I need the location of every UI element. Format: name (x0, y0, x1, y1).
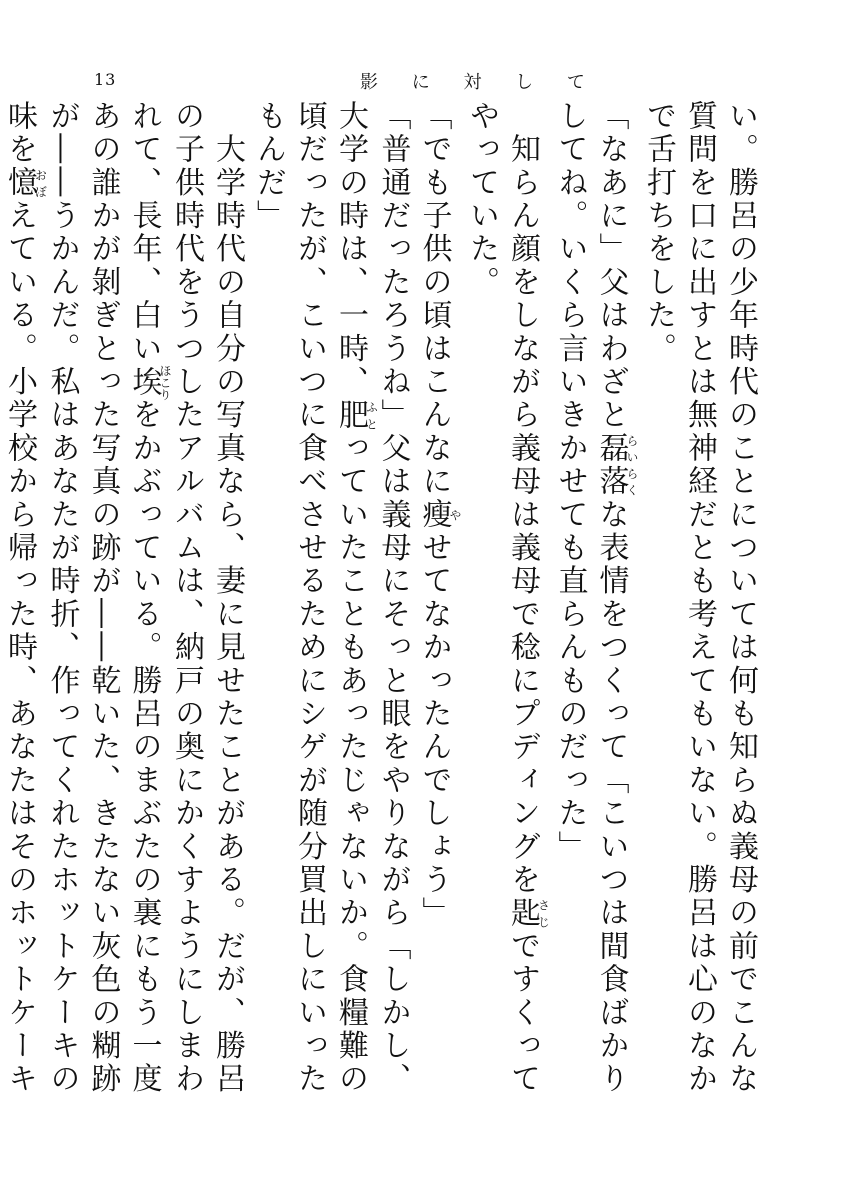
page-number: 13 (94, 70, 117, 89)
ruby-word (126, 364, 172, 401)
text-run: っていたこともあったじゃないか。食糧難の頃だったが、こいつに食べさせるためにシゲが随分買出しにいったもんだ」 (251, 100, 368, 1097)
ruby-base: 匙 (505, 896, 540, 931)
text-run: 大学時代の自分の写真なら、妻に見せたことがある。だが、勝呂の子供時代をうつしたアルバムは、納戸の奥にかくすようにしまわれて、長年、白い (126, 100, 245, 1096)
paragraph (414, 100, 462, 1120)
ruby-reading: や (448, 498, 462, 532)
ruby-base: 埃 (126, 364, 162, 401)
ruby-reading: おぼ (33, 166, 48, 200)
text-run: な表情をつくって「こいつは間食ばかりしてね。いくら言いきかせても直らんものだった」 (552, 100, 629, 1097)
text-run: 「でも子供の頃はこんなに (416, 100, 452, 499)
text-run: 知らん顔をしながら義母は義母で稔にプディングを (505, 100, 540, 897)
ruby-word (416, 498, 462, 532)
ruby-base: 憶 (2, 166, 37, 200)
text-run: せてなかったんでしょう」 (416, 531, 452, 931)
ruby-base: 磊落 (593, 432, 629, 499)
ruby-word (333, 398, 379, 433)
ruby-reading: さじ (536, 896, 551, 931)
text-run: 「普通だったろうね」父は義母にそっと眼をやりながら「しかし、大学の時は、一時、 (333, 100, 411, 1096)
ruby-base: 瘦 (416, 498, 452, 532)
ruby-base: 肥 (333, 398, 368, 433)
paragraph (248, 100, 414, 1120)
paragraph (550, 100, 639, 1120)
text-run: 「なあに」父はわざと (593, 100, 629, 432)
ruby-reading: ほこり (158, 364, 172, 401)
ruby-reading: ふと (364, 398, 379, 433)
running-title: 影 に 対 し て (360, 72, 599, 93)
paragraph (0, 100, 248, 1120)
vertical-text-body (2, 100, 761, 1120)
paragraph (638, 100, 761, 1120)
ruby-reading: らいらく (625, 432, 639, 499)
text-run: い。勝呂の少年時代のことについては何も知らぬ義母の前でこんな質問を口に出すとは無神経だとも考えてもいない。勝呂は心のなかで舌打ちをした。 (641, 100, 758, 1097)
paragraph (461, 100, 550, 1120)
ruby-word (2, 166, 48, 200)
text-run: ですくってやっていた。 (464, 100, 540, 1097)
ruby-word (593, 432, 639, 499)
text-run: をかぶっている。勝呂のまぶたの裏にもう一度あの誰かが剝ぎとった写真の跡が――乾いた、きたない灰色の糊跡が――うかんだ。私はあなたが時折、作ってくれたホットケーキの味を (2, 100, 162, 1097)
text-run: えている。小学校から帰った時、あなたはそのホットケーキ (2, 199, 37, 1097)
ruby-word (505, 896, 551, 931)
